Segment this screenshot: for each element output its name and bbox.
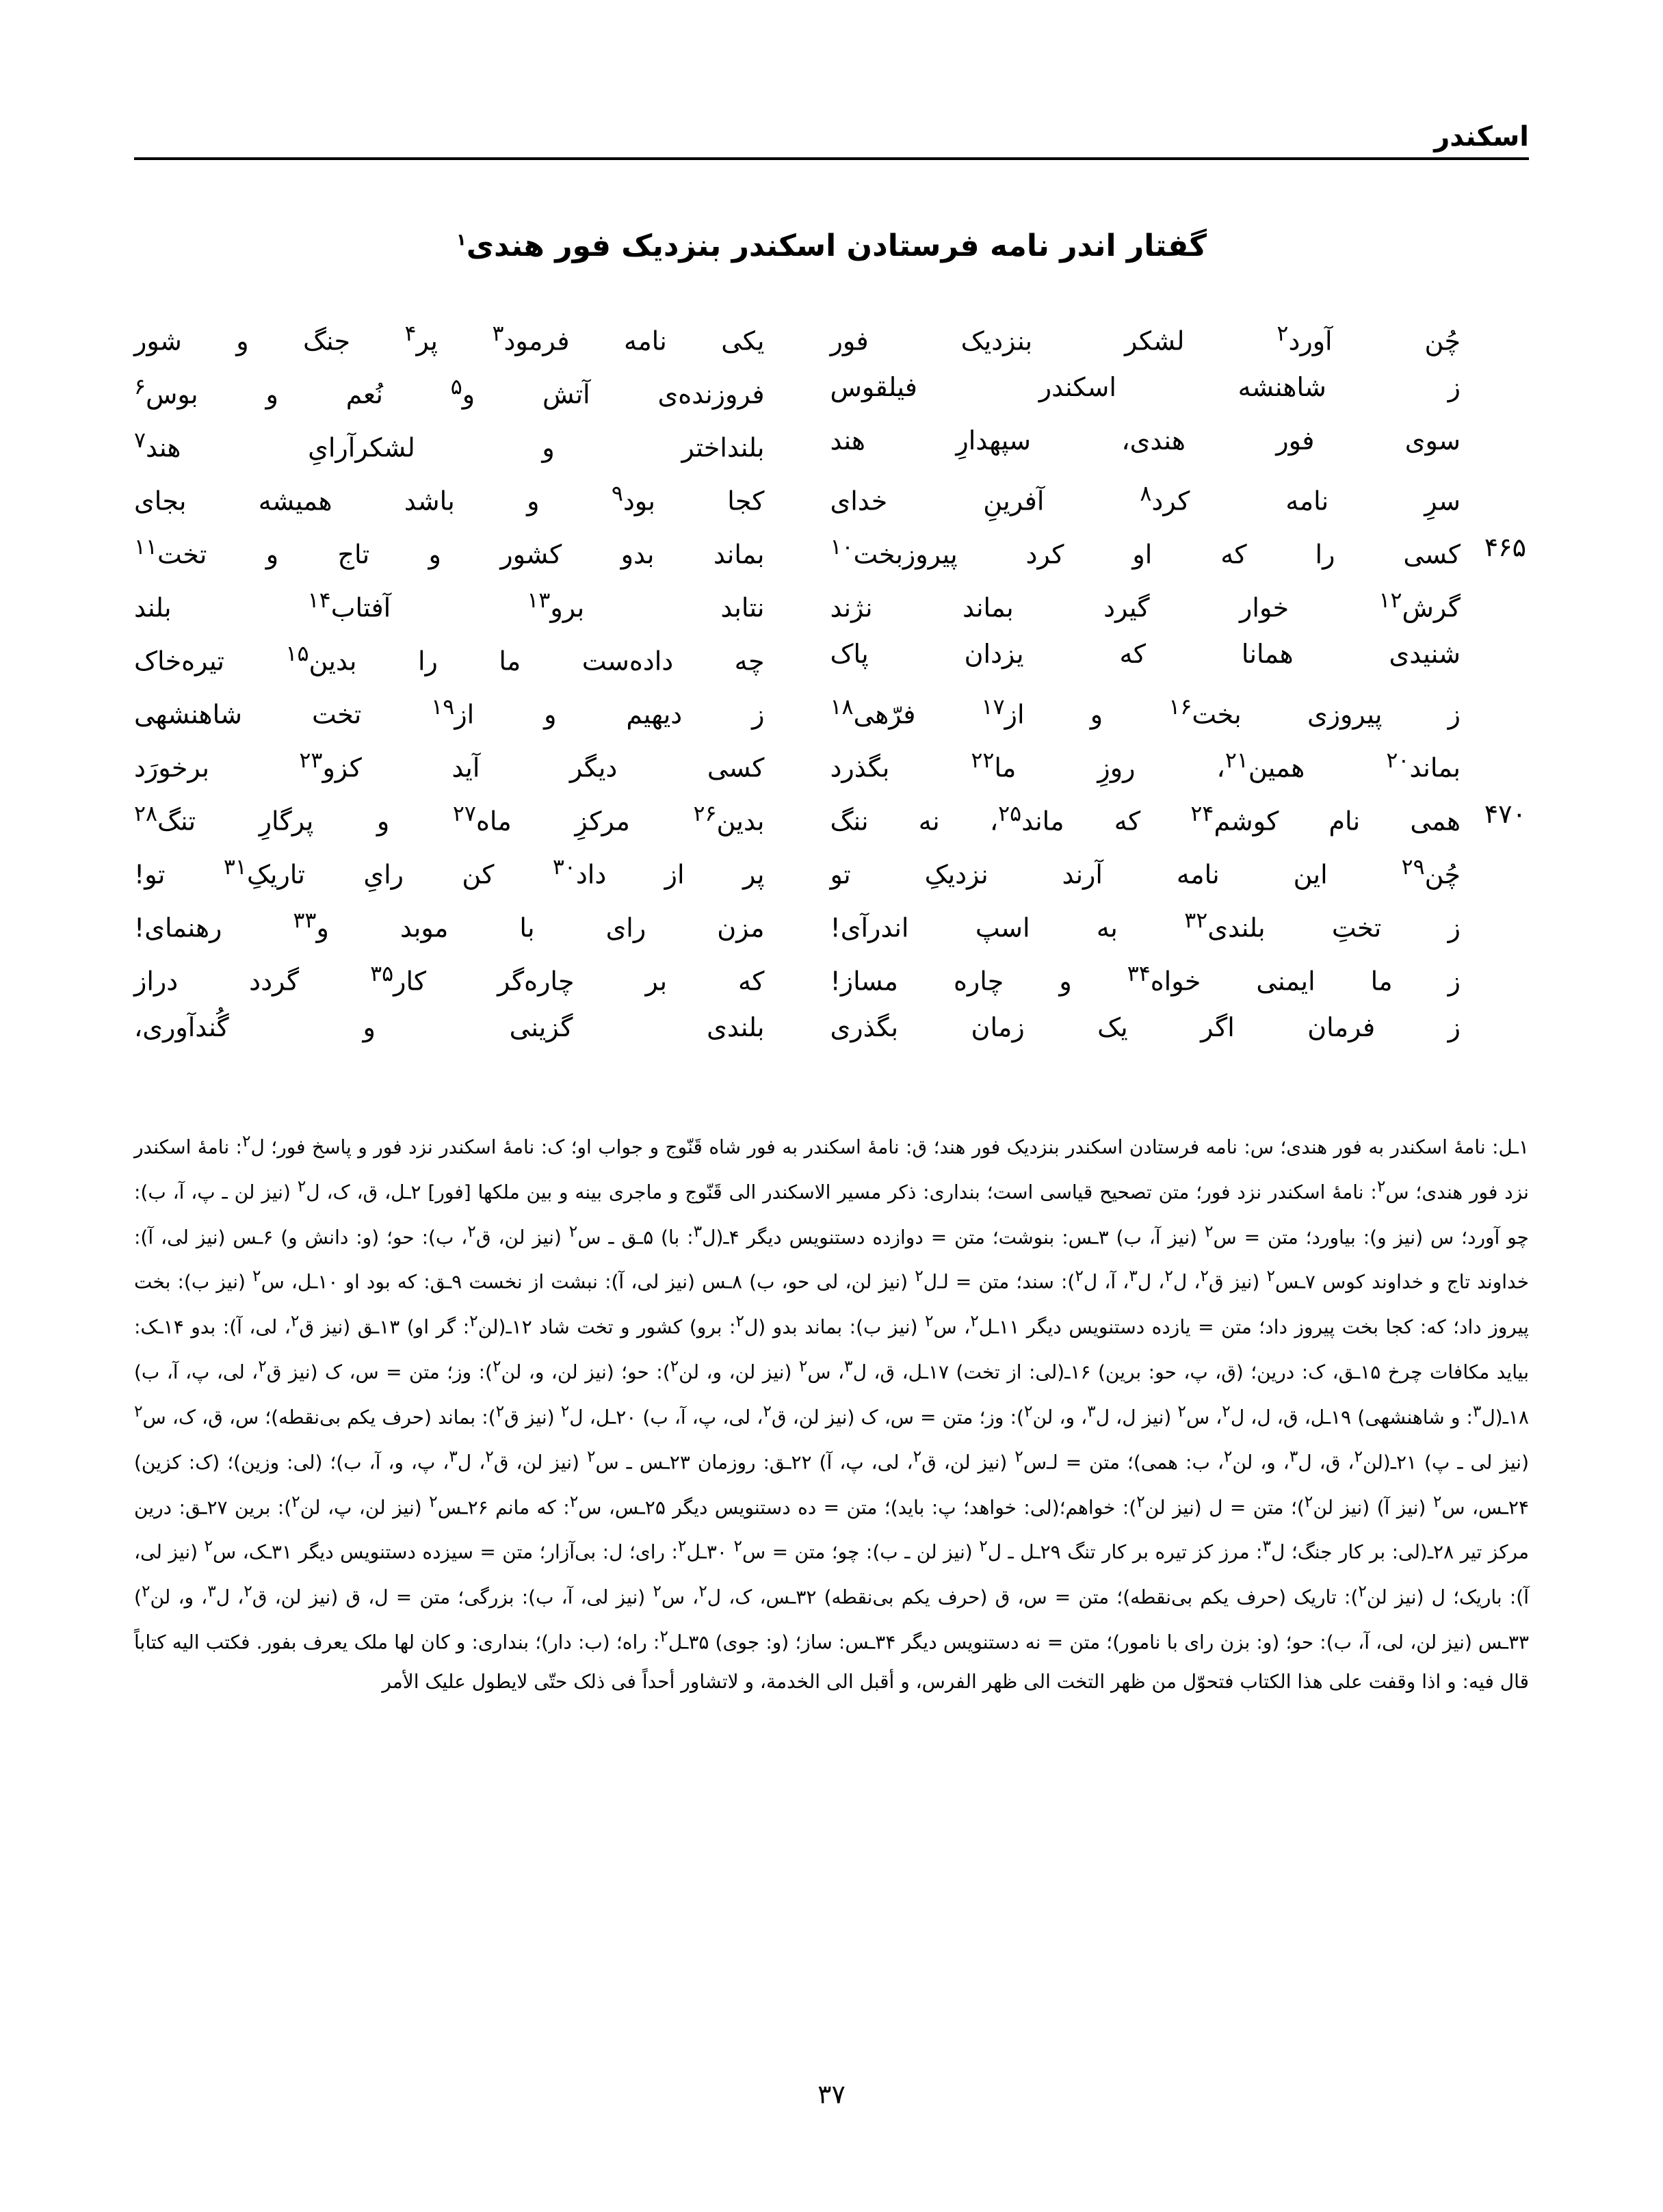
hemistich-second: یکی نامه فرمود$^۳$ پر$^۴$ جنگ و شور (134, 321, 765, 356)
hemistich-second: بلنداختر و لشکرآرایِ هند$^۷$ (134, 428, 765, 463)
hemistich-second: مزن رای با موبد و$^{۳۳}$ رهنمای! (134, 908, 765, 943)
verse-couplet (134, 469, 1529, 523)
verse-couplet (134, 629, 1529, 683)
verse-couplet (134, 843, 1529, 896)
verse-couplet (134, 523, 1529, 576)
hemistich-second: بدین$^{۲۶}$ مرکزِ ماه$^{۲۷}$ و پرگارِ تنگ$^{۲۸}$ (134, 802, 765, 837)
hemistich-first: همی نام کوشم$^{۲۴}$ که ماند$^{۲۵}$، نه ننگ (830, 802, 1461, 837)
hemistich-first: ز شاهنشه اسکندر فیلقوس (830, 372, 1461, 402)
hemistich-second: چه داده‌ست ما را بدین$^{۱۵}$ تیره‌خاک (134, 642, 765, 676)
verse-couplet (134, 363, 1529, 416)
hemistich-first: ز تختِ بلندی$^{۳۲}$ به اسپ اندرآی! (830, 908, 1461, 943)
apparatus-paragraph: ۱ـل: نامهٔ اسکندر به فور هندی؛ س: نامه فرستادن اسکندر بنزدیک فور هند؛ ق: نامهٔ اسکندر به فور شاه قَنّوج و جواب او؛ ک: نامهٔ اسکندر نزد فور و پاسخ فور؛ ل$^۲$: نامهٔ اسکندر نزد فور هندی؛ س$^۲$: نامهٔ اسکندر نزد فور؛ متن تصحیح قیاسی است؛ بنداری: ذکر مسیر الاسکندر الی قَنّوج و ماجری بینه و بین ملکها [فور] ۲ـل، ق، ک، ل$^۲$ (نیز لن ـ پ، آ، ب): چو آورد؛ س (نیز و): بیاورد؛ متن = س$^۲$ (نیز آ، ب) ۳ـس: بنوشت؛ متن = دوازده دستنویس دیگر ۴ـ(ل$^۳$: با) ۵ـق ـ س$^۲$ (نیز لن، ق$^۲$، ب): حو؛ (و: دانش و) ۶ـس (نیز لی، آ): خداوند تاج و خداوند کوس ۷ـس$^۲$ (نیز ق$^۲$، ل$^۲$، ل$^۳$، آ، ل$^۲$): سند؛ متن = لـ‌ل$^۲$ (نیز لن، لی حو، ب) ۸ـس (نیز لی، آ): نبشت از نخست ۹ـق: که بود او ۱۰ـل، س$^۲$ (نیز ب): بخت پیروز داد؛ که: کجا بخت پیروز داد؛ متن = یازده دستنویس دیگر ۱۱ـل$^۲$، س$^۲$ (نیز ب): بماند بدو (ل$^۲$: برو) کشور و تخت شاد ۱۲ـ(لن$^۲$: گر او) ۱۳ـق (نیز ق$^۲$، لی، آ): بدو ۱۴ـک: بیاید مکافات چرخ ۱۵ـق، ک: درین؛ (ق، پ، حو: برین) ۱۶ـ(لی: از تخت) ۱۷ـل، ق، ل$^۳$، س$^۲$ (نیز لن، و، لن$^۲$): حو؛ (نیز لن، و، لن$^۲$): وز؛ متن = س، ک (نیز ق$^۲$، لی، پ، آ، ب) ۱۸ـ(ل$^۳$: و شاهنشهی) ۱۹ـل، ق، ل، ل$^۲$، س$^۲$ (نیز ل، ل$^۳$، و، لن$^۲$): وز؛ متن = س، ک (نیز لن، ق$^۲$، لی، پ، آ، ب) ۲۰ـل، ل$^۲$ (نیز ق$^۲$): بماند (حرف یکم بی‌نقطه)؛ س، ق، ک، س$^۲$ (نیز لی ـ پ) ۲۱ـ(لن$^۲$، ق، ل$^۳$، و، لن$^۲$، ب: همی)؛ متن = لـ‌س$^۲$ (نیز لن، ق$^۲$، لی، پ، آ) ۲۲ـق: روزمان ۲۳ـس ـ س$^۲$ (نیز لن، ق$^۲$، ل$^۳$، پ، و، آ، ب)؛ (لی: وزین)؛ (ک: کزین) ۲۴ـس، س$^۲$ (نیز آ) (نیز لن$^۲$)؛ متن = ل (نیز لن$^۲$): خواهم؛(لی: خواهد؛ پ: باید)؛ متن = ده دستنویس دیگر ۲۵ـس، س$^۲$: که مانم ۲۶ـس$^۲$ (نیز لن، پ، لن$^۲$): برین ۲۷ـق: درین مرکز تیر ۲۸ـ(لی: بر کار جنگ؛ ل$^۳$: مرز کز تیره بر کار تنگ ۲۹ـل ـ ل$^۲$ (نیز لن ـ ب): چو؛ متن = س$^۲$ ۳۰ـل$^۲$: رای؛ ل: بی‌آزار؛ متن = سیزده دستنویس دیگر ۳۱ـک، س$^۲$ (نیز لی، آ): باریک؛ ل (نیز لن$^۲$): تاریک (حرف یکم بی‌نقطه)؛ متن = س، ق (حرف یکم بی‌نقطه) ۳۲ـس، ک، ل$^۲$، س$^۲$ (نیز لی، آ، ب): بزرگی؛ متن = ل، ق (نیز لن، ق$^۲$، ل$^۳$، و، لن$^۲$) ۳۳ـس (نیز لن، لی، آ، ب): حو؛ (و: بزن رای با نامور)؛ متن = نه دستنویس دیگر ۳۴ـس: ساز؛ (و: جوی) ۳۵ـل$^۲$: راه؛ (ب: دار)؛ بنداری: و کان لها ملک یعرف بفور. فکتب الیه کتاباً قال فیه: و اذا وقفت علی هذا الکتاب فتحوّل من ظهر التخت الی ظهر الفرس، و أقبل الی الخدمة، و لاتشاور أحداً فی ذلک حتّی لایطول علیک الأمر (134, 1131, 1530, 1693)
header-rule (134, 157, 1529, 160)
verse-couplet (134, 789, 1529, 843)
verse-line-number: ۴۷۰ (1484, 799, 1526, 829)
verse-couplet (134, 416, 1529, 469)
hemistich-second: بماند بدو کشور و تاج و تخت$^{۱۱}$ (134, 535, 765, 570)
verse-couplet (134, 1003, 1529, 1056)
hemistich-second: بلندی گزینی و گُندآوری، (134, 1012, 765, 1042)
hemistich-second: که بر چاره‌گر کار$^{۳۵}$ گردد دراز (134, 962, 765, 997)
verse-block (134, 309, 1529, 1056)
verse-couplet (134, 309, 1529, 363)
verse-couplet (134, 736, 1529, 789)
hemistich-first: سوی فور هندی، سپهدارِ هند (830, 425, 1461, 456)
hemistich-second: فروزنده‌ی آتش و$^۵$ نُعم و بوس$^۶$ (134, 375, 765, 410)
chapter-title-note-marker: ۱ (456, 230, 467, 250)
verse-couplet (134, 576, 1529, 629)
hemistich-first: ز ما ایمنی خواه$^{۳۴}$ و چاره مساز! (830, 962, 1461, 997)
hemistich-second: کسی دیگر آید کزو$^{۲۳}$ برخورَد (134, 748, 765, 783)
hemistich-second: کجا بود$^۹$ و باشد همیشه بجای (134, 482, 765, 516)
running-header-label: اسکندر (1434, 121, 1529, 153)
verse-couplet (134, 683, 1529, 736)
verse-couplet (134, 896, 1529, 949)
hemistich-second: نتابد برو$^{۱۳}$ آفتاب$^{۱۴}$ بلند (134, 588, 765, 623)
hemistich-first: کسی را که او کرد پیروزبخت$^{۱۰}$ (830, 535, 1461, 570)
hemistich-first: سرِ نامه کرد$^۸$ آفرینِ خدای (830, 482, 1461, 516)
running-header (134, 122, 1529, 160)
hemistich-first: ز فرمان اگر یک زمان بگذری (830, 1012, 1461, 1042)
hemistich-first: گرش$^{۱۲}$ خوار گیرد بماند نژند (830, 588, 1461, 623)
hemistich-first: بماند$^{۲۰}$ همین$^{۲۱}$، روزِ ما$^{۲۲}$ بگذرد (830, 748, 1461, 783)
critical-apparatus (134, 1122, 1529, 1701)
folio-number: ۳۷ (817, 2079, 846, 2109)
hemistich-first: چُن$^{۲۹}$ این نامه آرند نزدیکِ تو (830, 855, 1461, 890)
hemistich-first: چُن آورد$^۲$ لشکر بنزدیک فور (830, 321, 1461, 356)
hemistich-second: ز دیهیم و از$^{۱۹}$ تخت شاهنشهی (134, 695, 765, 730)
chapter-title (134, 226, 1529, 266)
hemistich-second: پر از داد$^{۳۰}$ کن رایِ تاریکِ$^{۳۱}$ تو! (134, 855, 765, 890)
chapter-title-text: گفتار اندر نامه فرستادن اسکندر بنزدیک فور هندی (466, 228, 1207, 263)
verse-line-number: ۴۶۵ (1484, 532, 1526, 562)
verse-couplet (134, 949, 1529, 1003)
hemistich-first: شنیدی همانا که یزدان پاک (830, 639, 1461, 669)
hemistich-first: ز پیروزی بخت$^{۱۶}$ و از$^{۱۷}$ فرّهی$^{۱۸}$ (830, 695, 1461, 730)
